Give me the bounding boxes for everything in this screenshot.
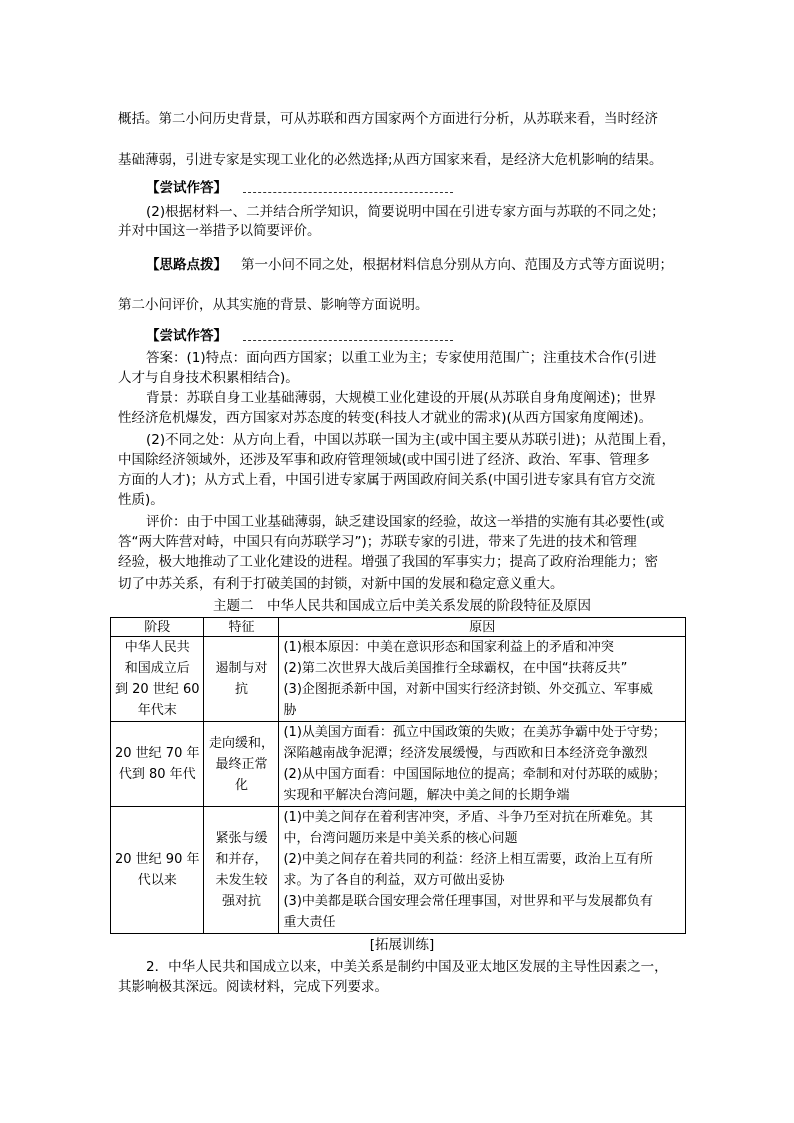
answer-blank[interactable] [243,332,453,341]
answer-blank[interactable] [243,184,453,193]
answer-line: 答“两大阵营对峙，中国只有向苏联学习”)；苏联专家的引进，带来了先进的技术和管理 [118,534,637,550]
answer-line: 答案：(1)特点：面向西方国家；以重工业为主；专家使用范围广；注重技术合作(引进 [146,350,657,366]
reason-cell [279,722,686,807]
try-answer-row [146,327,453,345]
reason-cell [279,807,686,934]
question-line: (2)根据材料一、二并结合所学知识，简要说明中国在引进专家方面与苏联的不同之处； [146,204,665,220]
question-line: 2．中华人民共和国成立以来，中美关系是制约中国及亚太地区发展的主导性因素之一， [146,959,668,975]
reason-text: (2)中美之间存在着共同的利益：经济上相互需要，政治上互有所 [283,852,653,867]
answer-line: 经验，极大地推动了工业化建设的进程。增强了我国的军事实力；提高了政府治理能力；密 [118,554,658,570]
reason-text: (2)第二次世界大战后美国推行全球霸权，在中国“扶蒋反共” [283,661,628,676]
answer-line: 性经济危机爆发，西方国家对苏态度的转变(科技人才就业的需求)(从西方国家角度阐述)。 [118,410,653,426]
hint-label: 【思路点拨】 [146,257,227,273]
hint-line: 第二小问评价，从其实施的背景、影响等方面说明。 [118,297,429,313]
table-header-row [111,618,686,637]
header-reason: 原因 [279,618,686,637]
reason-text: 深陷越南战争泥潭；经济发展缓慢，与西欧和日本经济竞争激烈 [283,746,648,761]
table-row [111,807,686,934]
stage-text: 代到 80 年代 [118,767,196,782]
stage-cell [111,637,204,722]
reason-text: 中，台湾问题历来是中美关系的核心问题 [283,831,518,846]
stage-text: 和国成立后 [124,661,190,676]
header-stage: 阶段 [111,618,204,637]
feature-cell [204,807,279,934]
topic-title: 主题二 中华人民共和国成立后中美关系发展的阶段特征及原因 [213,598,591,614]
table-row [111,722,686,807]
answer-line: 方面的人才)；从方式上看，中国引进专家属于两国政府间关系(中国引进专家具有官方交流 [118,472,656,488]
extension-label: [拓展训练] [369,937,435,953]
try-answer-label: 【尝试作答】 [146,328,227,344]
feature-text: 未发生较 [215,873,268,888]
answer-line: 性质)。 [118,492,164,508]
answer-line: 评价：由于中国工业基础薄弱，缺乏建设国家的经验，故这一举措的实施有其必要性(或 [146,514,665,530]
stage-text: 年代末 [137,703,177,718]
reason-text: (3)中美都是联合国安理会常任理事国，对世界和平与发展都负有 [283,894,653,909]
reason-text: (2)从中国方面看：中国国际地位的提高；牵制和对付苏联的威胁； [283,767,666,782]
feature-text: 抗 [234,682,248,697]
answer-line: 人才与自身技术积累相结合)。 [118,370,299,386]
stage-text: 代以来 [137,873,177,888]
reason-text: (1)从美国方面看：孤立中国政策的失败；在美苏争霸中处于守势； [283,725,666,740]
feature-text: 紧张与缓 [215,831,268,846]
feature-text: 遏制与对 [215,661,268,676]
reason-text: 求。为了各自的利益，双方可做出妥协 [283,873,505,888]
reason-text: 胁 [283,703,297,718]
feature-cell [204,722,279,807]
stage-text: 20 世纪 90 年 [115,852,200,867]
answer-line: 背景：苏联自身工业基础薄弱，大规模工业化建设的开展(从苏联自身角度阐述)；世界 [146,390,657,406]
feature-text: 和并存， [215,852,268,867]
question-line: 其影响极其深远。阅读材料，完成下列要求。 [118,979,388,995]
feature-text: 走向缓和， [208,735,274,751]
try-answer-row [146,179,453,197]
reason-text: (1)中美之间存在着利害冲突，矛盾、斗争乃至对抗在所难免。其 [283,810,653,825]
hint-text: 第一小问不同之处，根据材料信息分别从方向、范围及方式等方面说明； [241,257,673,273]
stage-text: 到 20 世纪 60 [115,682,200,697]
reason-text: (1)根本原因：中美在意识形态和国家利益上的矛盾和冲突 [283,640,614,655]
paragraph-line: 基础薄弱，引进专家是实现工业化的必然选择;从西方国家来看，是经济大危机影响的结果。 [118,152,663,168]
paragraph-line: 概括。第二小问历史背景，可从苏联和西方国家两个方面进行分析，从苏联来看，当时经济 [118,111,658,127]
table-row [111,637,686,722]
relations-table [110,617,686,934]
reason-cell [279,637,686,722]
reason-text: (3)企图扼杀新中国，对新中国实行经济封锁、外交孤立、军事威 [283,682,653,697]
try-answer-label: 【尝试作答】 [146,180,227,196]
answer-line: 中国除经济领域外，还涉及军事和政府管理领域(或中国引进了经济、政治、军事、管理多 [118,452,650,468]
reason-text: 实现和平解决台湾问题，解决中美之间的长期争端 [283,788,570,803]
feature-cell [204,637,279,722]
stage-text: 中华人民共 [124,640,190,655]
feature-text: 最终正常 [215,756,268,772]
header-feature: 特征 [204,618,279,637]
reason-text: 重大责任 [283,915,336,930]
answer-line: 切了中苏关系，有利于打破美国的封锁，对新中国的发展和稳定意义重大。 [118,576,564,592]
feature-text: 化 [234,777,248,793]
answer-line: (2)不同之处：从方向上看，中国以苏联一国为主(或中国主要从苏联引进)；从范围上看， [146,432,676,448]
stage-cell [111,722,204,807]
stage-cell [111,807,204,934]
feature-text: 强对抗 [221,894,261,909]
question-line: 并对中国这一举措予以简要评价。 [118,223,321,239]
stage-text: 20 世纪 70 年 [115,746,200,761]
hint-row [146,256,673,274]
